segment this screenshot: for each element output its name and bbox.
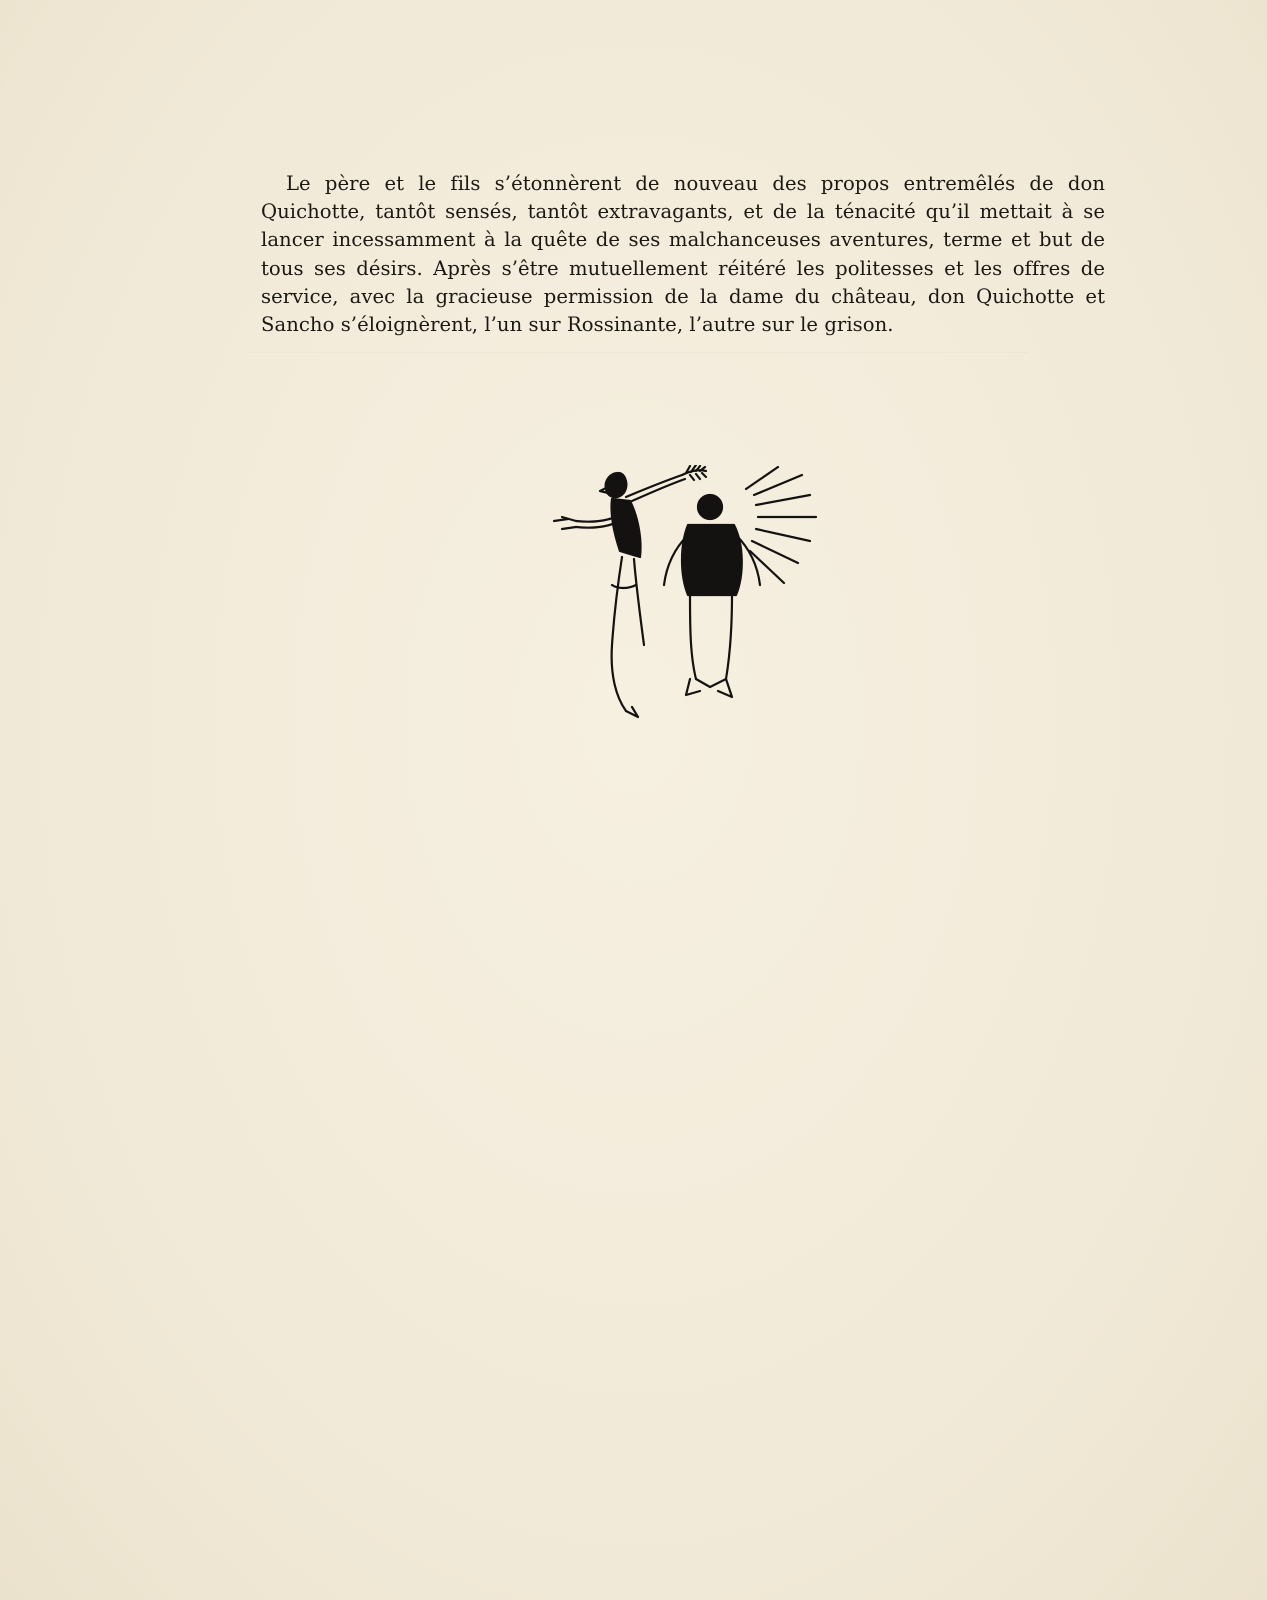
- show-through-text: [248, 352, 1028, 353]
- body-paragraph: Le père et le fils s’étonnèrent de nouveau des propos entremêlés de don Quichotte, tantôt sensés, tantôt extravagants, et de la ténacité qu’il mettait à se lancer incessamment à la quête de ses malchanceuses aventures, terme et but de tous ses désirs. Après s’être mutuellement réitéré les politesses et les offres de service, avec la gracieuse permission de la dame du château, don Quichotte et Sancho s’éloignèrent, l’un sur Rossinante, l’autre sur le grison.: [261, 172, 1105, 337]
- don-quixote-and-sancho-drawing-icon: [540, 465, 840, 740]
